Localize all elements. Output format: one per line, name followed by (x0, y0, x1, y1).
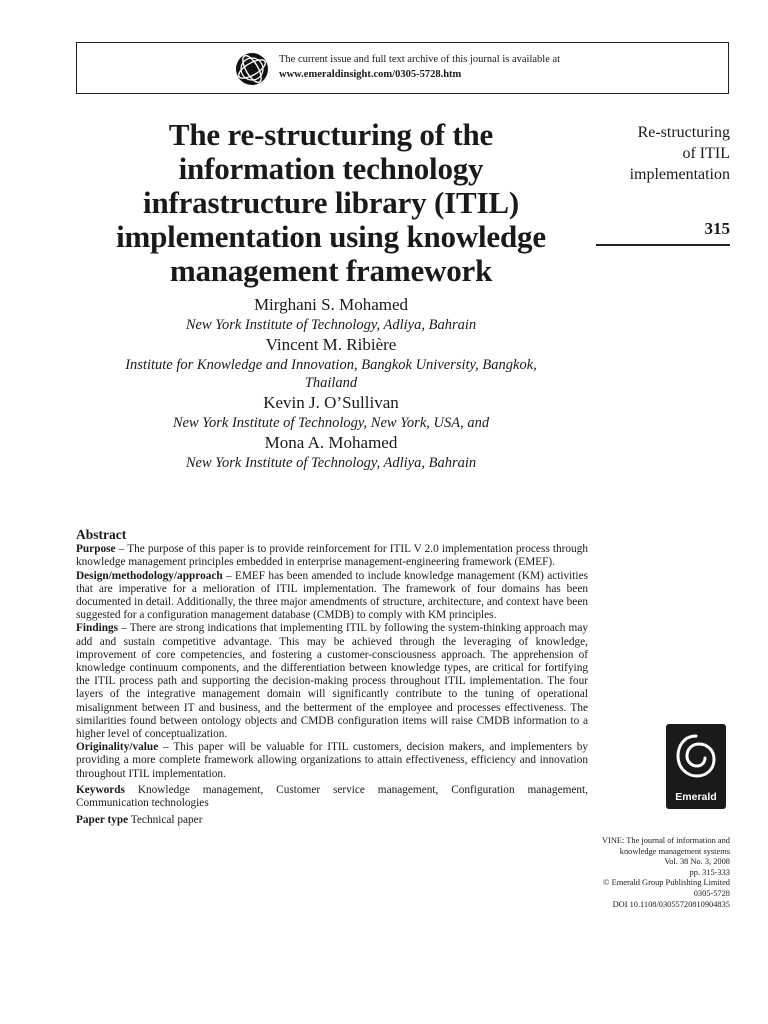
running-head (590, 122, 730, 185)
emerald-logo (666, 724, 726, 809)
originality-label: Originality/value (76, 741, 159, 754)
author-affiliation: New York Institute of Technology, New York, USA, and (172, 415, 490, 431)
findings-label: Findings (76, 622, 119, 635)
originality-text: – This paper will be valuable for ITIL customers, decision makers, and implementers by providing a more complete framework allowing organizations to attain effectiveness, efficiency and innovation throughout ITIL implementation. (76, 741, 588, 780)
banner-text (279, 52, 560, 82)
purpose-label: Purpose (76, 543, 116, 556)
design-label: Design/methodology/approach (76, 569, 223, 582)
globe-icon (235, 52, 269, 86)
paper-type-label: Paper type (76, 814, 129, 827)
author-name: Mona A. Mohamed (264, 433, 398, 452)
author-name: Mirghani S. Mohamed (253, 295, 409, 314)
abstract-section (76, 528, 588, 827)
journal-info-line: knowledge management systems (619, 846, 730, 856)
banner-line: The current issue and full text archive of this journal is available at (279, 54, 561, 65)
emerald-swirl-icon (676, 732, 716, 784)
author-affiliation: New York Institute of Technology, Adliya, Bahrain (185, 455, 477, 471)
logo-wordmark: Emerald (675, 791, 717, 803)
running-head-line: of ITIL (682, 145, 730, 162)
title-line: infrastructure library (ITIL) (143, 185, 519, 220)
running-head-line: implementation (629, 166, 730, 183)
journal-info (560, 836, 730, 910)
abstract-purpose (76, 543, 588, 569)
title-line: implementation using knowledge (116, 219, 546, 254)
abstract-findings (76, 622, 588, 741)
page-number: 315 (704, 219, 730, 238)
paper-type-text: Technical paper (128, 814, 203, 827)
title-line: The re-structuring of the (168, 117, 494, 152)
author-affiliation: New York Institute of Technology, Adliya, Bahrain (185, 317, 477, 333)
journal-info-line: pp. 315-333 (689, 867, 730, 877)
purpose-text: – The purpose of this paper is to provide reinforcement for ITIL V 2.0 implementation process through knowledge management principles embedded in enterprise management-engineering framework (EMEF). (76, 543, 588, 569)
abstract-paper-type (76, 814, 588, 827)
abstract-heading: Abstract (76, 527, 127, 542)
journal-info-line: VINE: The journal of information and (602, 836, 730, 845)
author-list (76, 294, 586, 472)
findings-text: – There are strong indications that implementing ITIL by following the system-thinking approach may add and sustain competitive advantage. This may be achieved through the leveraging of knowledge, improvement of core competencies, and fostering a customer-consciousness approach. The apprehension of knowledge continuum components, and the differentiation between knowledge types, are critical for fortifying the ITIL process path and supporting the decision-making process throughout ITIL implementation. The four layers of the integrative management domain will significantly contribute to the tuning of operational misalignment between IT and business, and the betterment of the employee and processes effectiveness. The similarities found between ontology objects and CMDB configuration items will raise CMDB information to a higher level of conceptualization. (76, 622, 588, 741)
journal-info-line: DOI 10.1108/03055720810904835 (612, 899, 730, 909)
keywords-text: Knowledge management, Customer service management, Configuration management, Communication technologies (76, 783, 588, 810)
abstract-originality (76, 741, 588, 781)
page-number-rule (596, 244, 730, 246)
journal-info-line: 0305-5728 (693, 888, 730, 898)
journal-info-line: © Emerald Group Publishing Limited (603, 878, 730, 888)
title-line: information technology (178, 151, 484, 186)
journal-availability-banner (76, 42, 729, 94)
keywords-label: Keywords (76, 783, 125, 796)
author-affiliation-cont: Thailand (304, 375, 358, 391)
journal-info-line: Vol. 38 No. 3, 2008 (664, 857, 730, 867)
journal-url-link[interactable]: www.emeraldinsight.com/0305-5728.htm (279, 69, 462, 80)
author-affiliation: Institute for Knowledge and Innovation, Bangkok University, Bangkok, (125, 357, 537, 373)
running-head-line: Re-structuring (637, 124, 730, 141)
design-text: – EMEF has been amended to include knowledge management (KM) activities that are imperative for a melioration of ITIL implementation. The framework of four domains has been documented in detail. Additionally, the three major amendments of structure, architecture, and context have been suggested for a configuration management database (CMDB) to comply with KM principles. (76, 569, 588, 622)
abstract-design (76, 570, 588, 623)
author-name: Vincent M. Ribière (265, 335, 397, 354)
title-line: management framework (169, 253, 493, 288)
abstract-keywords (76, 784, 588, 810)
paper-title (76, 118, 586, 288)
author-name: Kevin J. O’Sullivan (263, 393, 399, 412)
